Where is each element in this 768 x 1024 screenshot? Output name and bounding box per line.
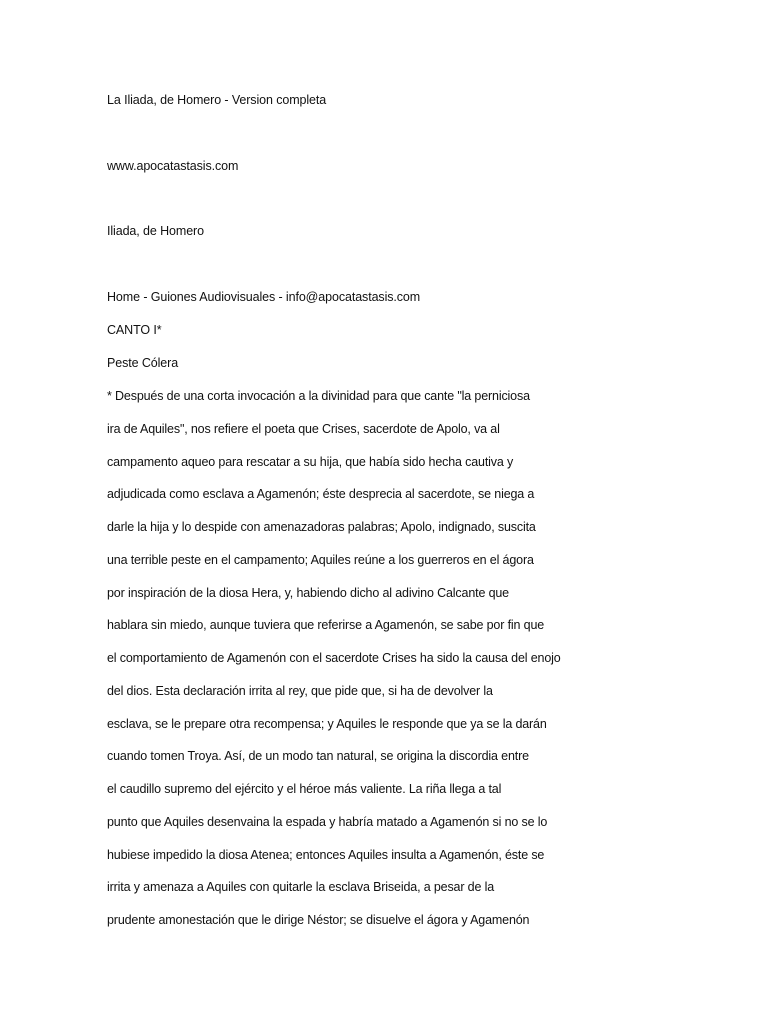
body-line: cuando tomen Troya. Así, de un modo tan natural, se origina la discordia entre (107, 749, 529, 764)
body-line: hubiese impedido la diosa Atenea; entonces Aquiles insulta a Agamenón, éste se (107, 847, 545, 862)
canto-heading: CANTO I* (107, 323, 162, 337)
body-line: irrita y amenaza a Aquiles con quitarle la esclava Briseida, a pesar de la (107, 880, 495, 895)
body-line: ira de Aquiles", nos refiere el poeta que Crises, sacerdote de Apolo, va al (107, 421, 500, 436)
canto-title: Peste Cólera (107, 356, 179, 370)
body-line: adjudicada como esclava a Agamenón; éste desprecia al sacerdote, se niega a (107, 487, 535, 502)
body-line: del dios. Esta declaración irrita al rey, que pide que, si ha de devolver la (107, 683, 493, 698)
body-line: por inspiración de la diosa Hera, y, habiendo dicho al adivino Calcante que (107, 585, 509, 600)
body-line: hablara sin miedo, aunque tuviera que referirse a Agamenón, se sabe por fin que (107, 618, 545, 633)
body-line: el comportamiento de Agamenón con el sacerdote Crises ha sido la causa del enojo (107, 651, 561, 665)
body-line: punto que Aquiles desenvaina la espada y habría matado a Agamenón si no se lo (107, 814, 548, 829)
body-line: el caudillo supremo del ejército y el héroe más valiente. La riña llega a tal (107, 782, 502, 796)
nav-line[interactable]: Home - Guiones Audiovisuales - info@apocatastasis.com (107, 290, 421, 304)
body-line: una terrible peste en el campamento; Aquiles reúne a los guerreros en el ágora (107, 552, 534, 567)
document-subtitle: Iliada, de Homero (107, 224, 204, 238)
website-link[interactable]: www.apocatastasis.com (107, 159, 239, 173)
body-line: * Después de una corta invocación a la divinidad para que cante "la perniciosa (107, 389, 530, 403)
body-line: prudente amonestación que le dirige Néstor; se disuelve el ágora y Agamenón (107, 913, 530, 927)
body-line: darle la hija y lo despide con amenazadoras palabras; Apolo, indignado, suscita (107, 520, 536, 534)
body-line: esclava, se le prepare otra recompensa; y Aquiles le responde que ya se la darán (107, 716, 547, 731)
document-title: La Iliada, de Homero - Version completa (107, 93, 327, 107)
body-line: campamento aqueo para rescatar a su hija, que había sido hecha cautiva y (107, 454, 514, 469)
